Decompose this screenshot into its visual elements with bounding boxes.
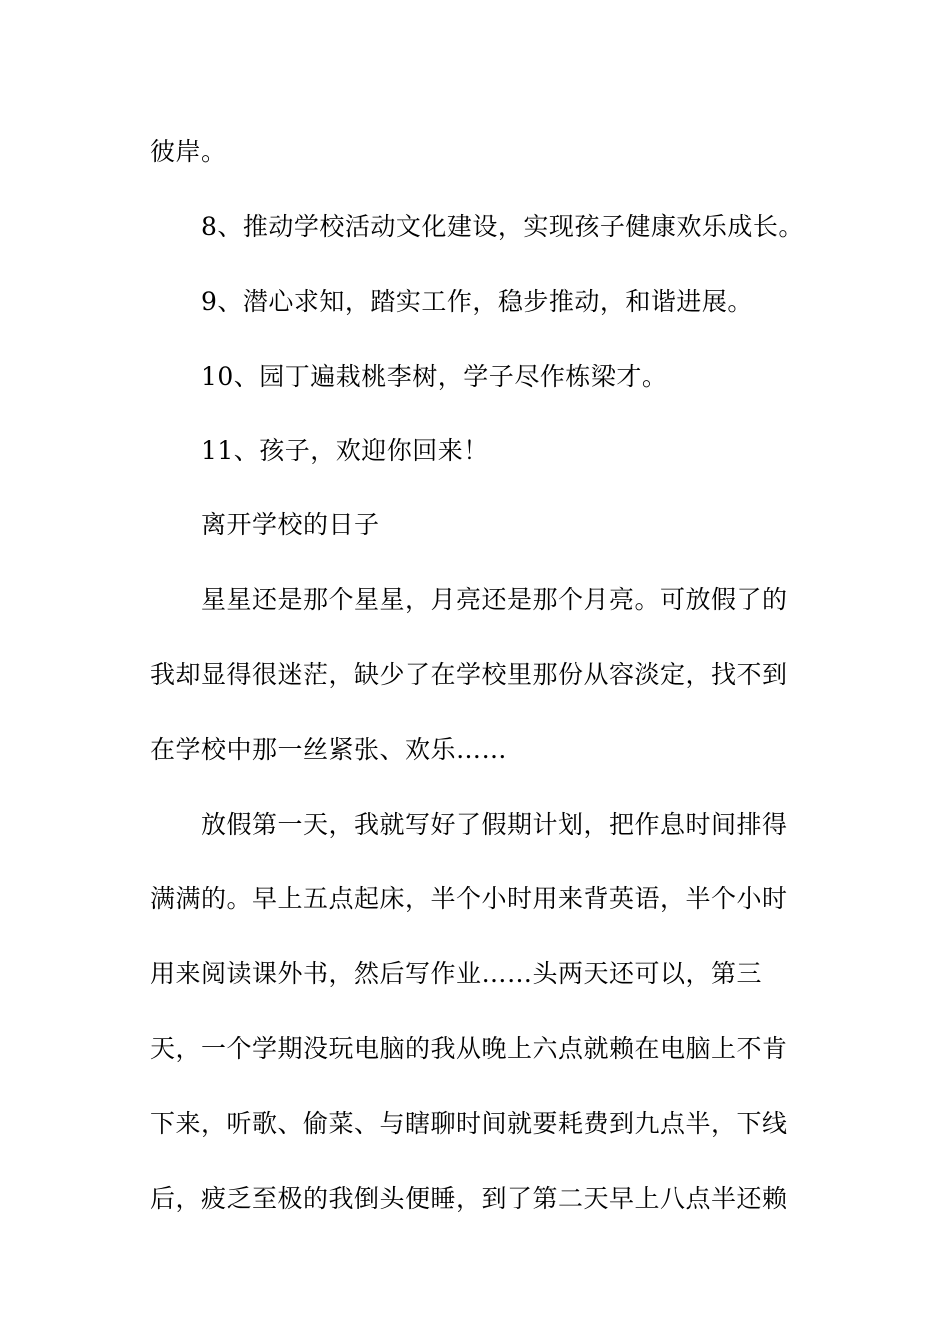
paragraph-line: 下来，听歌、偷菜、与瞎聊时间就要耗费到九点半，下线: [150, 1109, 788, 1138]
paragraph-line: 天，一个学期没玩电脑的我从晚上六点就赖在电脑上不肯: [150, 1034, 788, 1063]
paragraph-line: 满满的。早上五点起床，半个小时用来背英语，半个小时: [150, 884, 788, 913]
list-item-8: 8、推动学校活动文化建设，实现孩子健康欢乐成长。: [201, 212, 804, 241]
section-heading: 离开学校的日子: [201, 510, 380, 539]
text-line-continuation: 彼岸。: [150, 137, 227, 166]
paragraph-line: 放假第一天，我就写好了假期计划，把作息时间排得: [201, 810, 788, 839]
list-item-11: 11、孩子，欢迎你回来！: [201, 436, 489, 465]
paragraph-line: 我却显得很迷茫，缺少了在学校里那份从容淡定，找不到: [150, 660, 788, 689]
list-item-9: 9、潜心求知，踏实工作，稳步推动，和谐进展。: [201, 287, 753, 316]
paragraph-line: 星星还是那个星星，月亮还是那个月亮。可放假了的: [201, 585, 788, 614]
list-item-10: 10、园丁遍栽桃李树，学子尽作栋梁才。: [201, 362, 668, 391]
paragraph-line: 用来阅读课外书，然后写作业……头两天还可以，第三: [150, 959, 763, 988]
paragraph-line: 后，疲乏至极的我倒头便睡，到了第二天早上八点半还赖: [150, 1184, 788, 1213]
paragraph-line: 在学校中那一丝紧张、欢乐……: [150, 735, 508, 764]
